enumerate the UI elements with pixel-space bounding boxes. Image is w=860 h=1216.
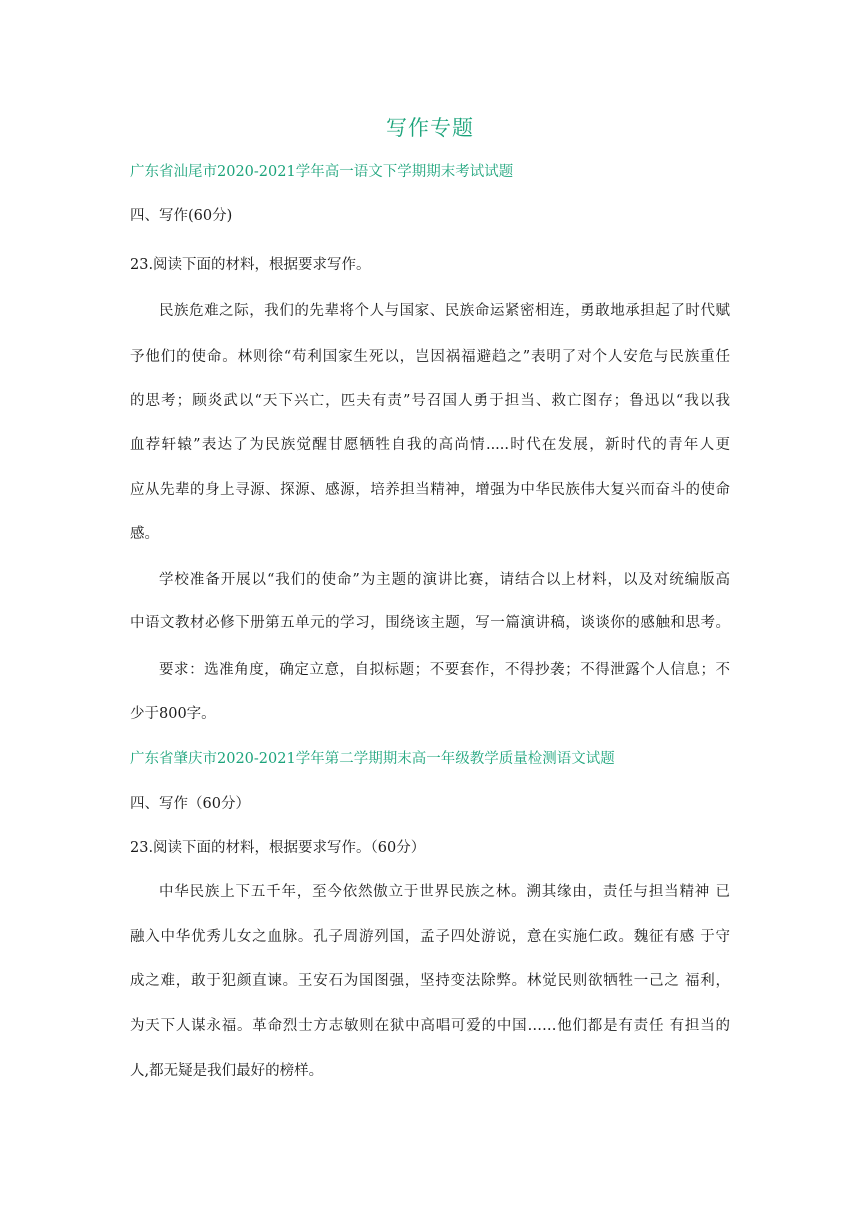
material-line: 予他们的使命。林则徐“苟利国家生死以，岂因祸福避趋之”表明了对个人安危与民族重任 (130, 349, 730, 365)
material-line: 应从先辈的身上寻源、探源、感源，培养担当精神，增强为中华民族伟大复兴而奋斗的使命 (130, 482, 730, 498)
page-title: 写作专题 (386, 116, 474, 140)
source-heading-shanwei: 广东省汕尾市2020-2021学年高一语文下学期期末考试试题 (130, 164, 514, 180)
requirement-line: 少于800字。 (130, 706, 216, 722)
material-line: 融入中华优秀儿女之血脉。孔子周游列国，孟子四处游说，意在实施仁政。魏征有感 于守 (130, 929, 730, 945)
material-line: 民族危难之际，我们的先辈将个人与国家、民族命运紧密相连，勇敢地承担起了时代赋 (159, 303, 730, 319)
source-heading-zhaoqing: 广东省肇庆市2020-2021学年第二学期期末高一年级教学质量检测语文试题 (130, 751, 615, 767)
material-line: 人,都无疑是我们最好的榜样。 (130, 1063, 324, 1079)
material-line: 的思考；顾炎武以“天下兴亡，匹夫有责”号召国人勇于担当、救亡图存；鲁迅以“我以我 (130, 393, 730, 409)
material-line: 血荐轩辕”表达了为民族觉醒甘愿牺牲自我的高尚情.....时代在发展，新时代的青年人更 (130, 437, 730, 453)
material-line: 为天下人谋永福。革命烈士方志敏则在狱中高唱可爱的中国……他们都是有责任 有担当的 (130, 1018, 730, 1034)
writing-section-heading: 四、写作(60分) (130, 208, 233, 224)
material-line: 中华民族上下五千年，至今依然傲立于世界民族之林。溯其缘由，责任与担当精神 已 (159, 884, 730, 900)
task-line: 中语文教材必修下册第五单元的学习，围绕该主题，写一篇演讲稿，谈谈你的感触和思考。 (130, 615, 730, 631)
writing-section-heading: 四、写作（60分） (130, 796, 250, 812)
task-line: 学校准备开展以“我们的使命”为主题的演讲比赛，请结合以上材料，以及对统编版高 (159, 572, 730, 588)
question-prompt: 23.阅读下面的材料，根据要求写作。 (130, 257, 371, 273)
material-line: 感。 (130, 526, 159, 542)
question-prompt: 23.阅读下面的材料，根据要求写作。（60分） (130, 840, 426, 856)
material-line: 成之难，敢于犯颜直谏。王安石为国图强，坚持变法除弊。林觉民则欲牺牲一己之 福利， (130, 973, 730, 989)
requirement-line: 要求：选准角度，确定立意，自拟标题；不要套作，不得抄袭；不得泄露个人信息；不 (159, 662, 730, 678)
